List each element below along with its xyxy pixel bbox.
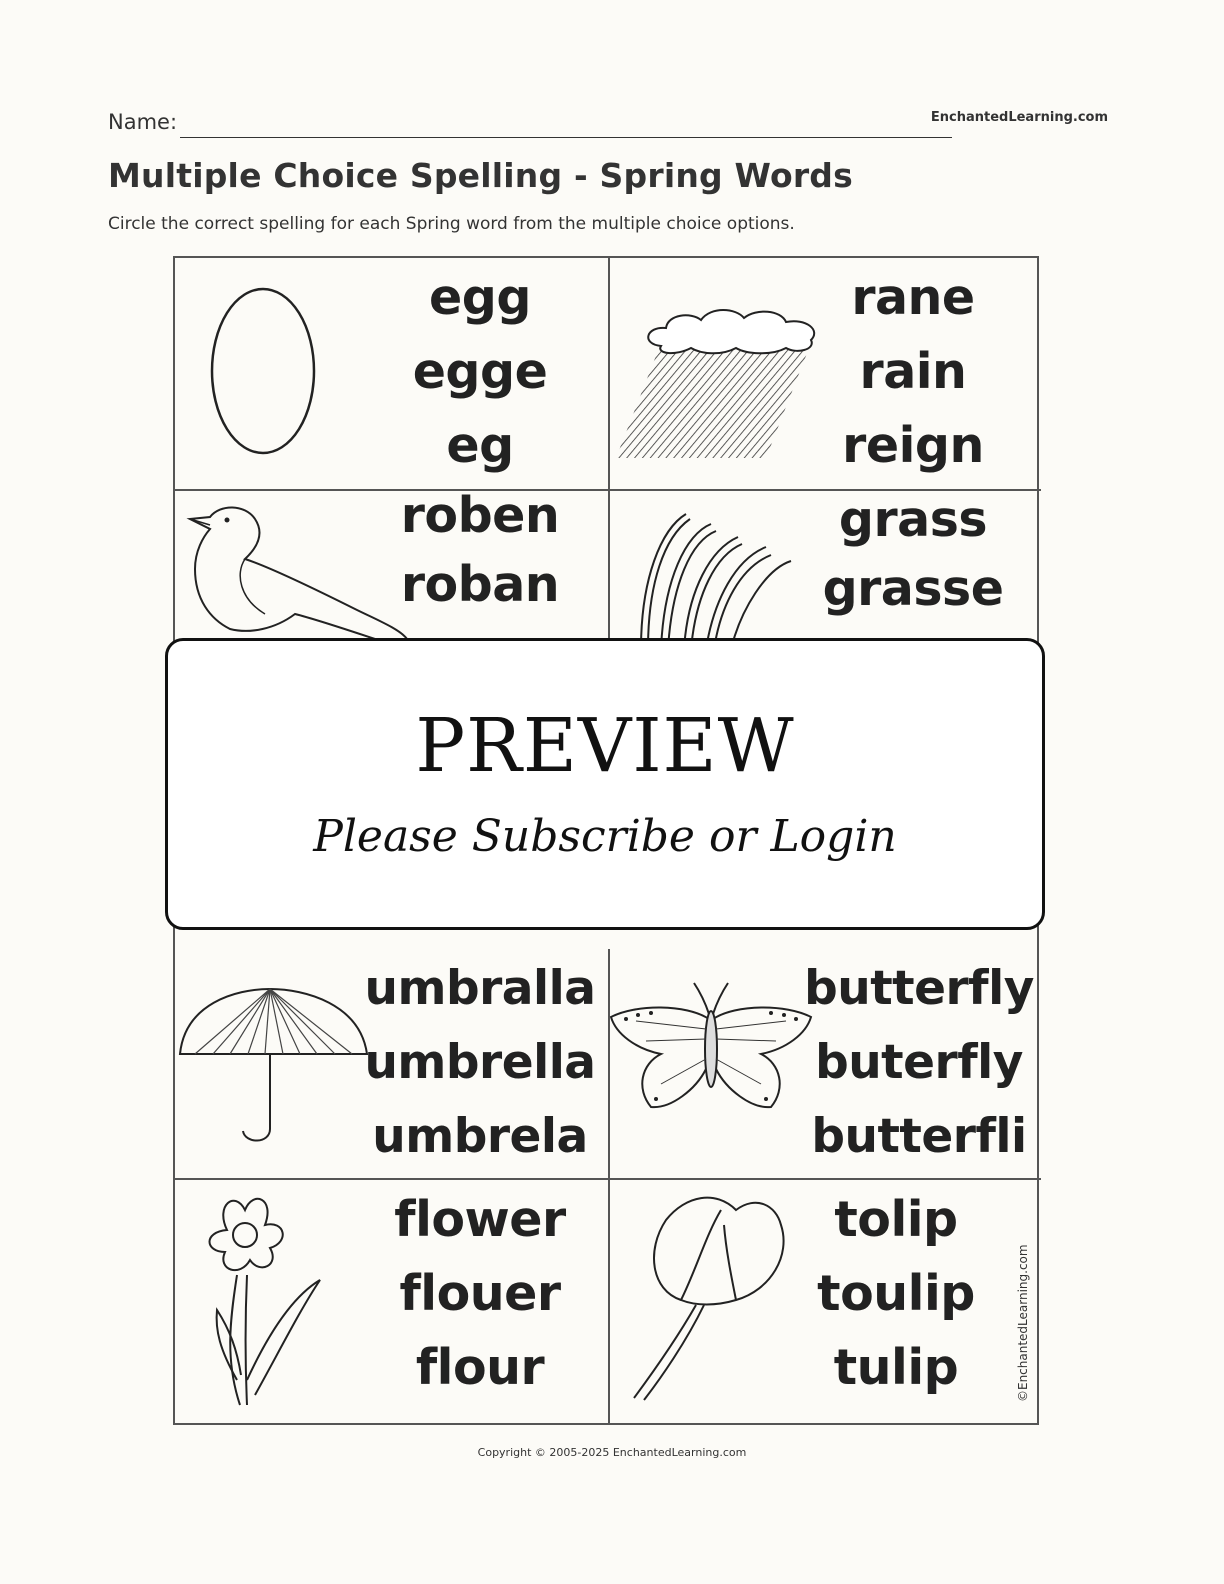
page-title: Multiple Choice Spelling - Spring Words [108,156,853,195]
tulip-icon [606,1180,806,1423]
word-option[interactable]: reign [842,417,984,475]
cell-butterfly [606,949,1041,1180]
word-option[interactable]: roban [400,556,560,613]
word-option[interactable]: flour [415,1339,545,1397]
word-option[interactable]: grass [838,491,988,548]
word-option[interactable]: butterfli [811,1109,1027,1165]
word-option[interactable]: tolip [834,1190,958,1248]
word-options [360,949,600,1180]
word-option[interactable]: rane [851,268,975,326]
instructions: Circle the correct spelling for each Spring word from the multiple choice options. [108,214,795,234]
word-options [791,1180,1001,1413]
word-option[interactable]: toulip [817,1264,975,1322]
butterfly-icon [606,949,816,1180]
word-option[interactable]: umbralla [364,960,596,1016]
word-options [360,258,600,491]
site-tag: EnchantedLearning.com [930,110,1108,125]
egg-icon [175,258,375,491]
cell-tulip [606,1180,1041,1423]
word-option[interactable]: egg [429,268,531,326]
word-option[interactable]: egge [412,342,548,400]
word-option[interactable]: eg [446,417,514,475]
name-row [108,110,1108,142]
word-option[interactable]: rain [859,342,967,400]
name-label: Name: [108,110,178,134]
cell-rain [606,258,1041,491]
word-option[interactable]: umbrela [372,1109,588,1165]
word-options [793,258,1033,491]
cell-flower [175,1180,610,1423]
name-line [180,137,952,138]
overlay-title: PREVIEW [415,703,795,789]
word-option[interactable]: umbrella [364,1034,596,1090]
word-options [799,949,1039,1180]
side-copyright [1014,1232,1034,1402]
umbrella-icon [175,949,375,1180]
word-option[interactable]: grasse [822,560,1004,617]
word-option[interactable]: roben [400,489,560,544]
word-options [360,1180,600,1413]
cell-umbrella [175,949,610,1180]
word-option[interactable]: flower [394,1190,566,1248]
word-option[interactable]: tulip [833,1339,959,1397]
footer-copyright: Copyright © 2005-2025 EnchantedLearning.com [477,1446,747,1459]
daffodil-icon [175,1180,375,1423]
word-option[interactable]: buterfly [815,1034,1023,1090]
preview-overlay[interactable] [165,638,1045,930]
subscribe-login-link[interactable]: Please Subscribe or Login [313,811,897,862]
word-option[interactable]: butterfly [804,960,1034,1016]
rain-cloud-icon [606,258,821,491]
cell-egg [175,258,610,491]
word-option[interactable]: flouer [399,1264,561,1322]
side-copyright-text: ©EnchantedLearning.com [1016,1244,1030,1402]
